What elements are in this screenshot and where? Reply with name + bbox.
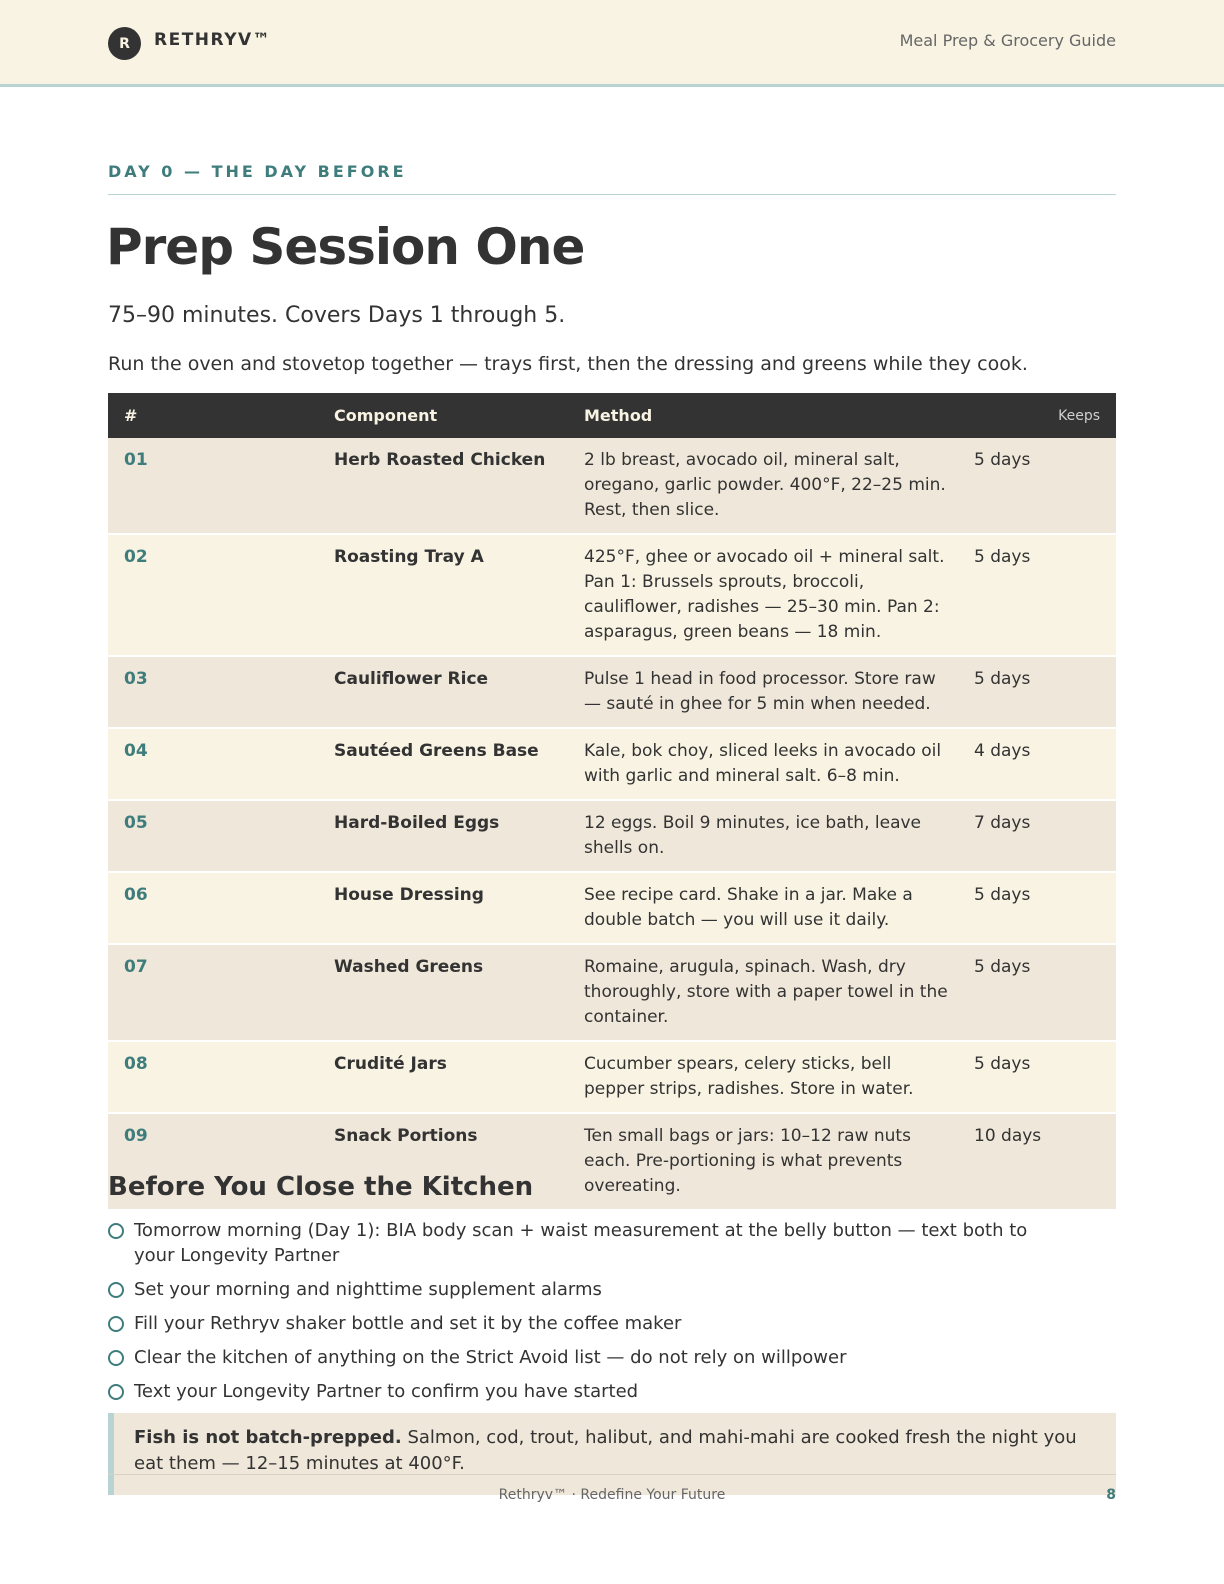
row-method: 2 lb breast, avocado oil, mineral salt, oregano, garlic powder. 400°F, 22–25 min. Rest, then slice. bbox=[568, 438, 958, 534]
callout-bold-lead: Fish is not batch-prepped. bbox=[134, 1427, 402, 1448]
checkbox-circle-icon[interactable] bbox=[108, 1223, 124, 1239]
guide-title: Meal Prep & Grocery Guide bbox=[899, 31, 1116, 50]
page-title: Prep Session One bbox=[106, 218, 585, 276]
row-keeps: 5 days bbox=[958, 656, 1116, 728]
row-number: 07 bbox=[108, 944, 318, 1041]
row-component: Snack Portions bbox=[318, 1113, 568, 1210]
checklist-item-text: Fill your Rethryv shaker bottle and set it by the coffee maker bbox=[134, 1313, 682, 1334]
table-row bbox=[108, 534, 1116, 656]
row-component: Cauliflower Rice bbox=[318, 656, 568, 728]
row-number: 04 bbox=[108, 728, 318, 800]
checklist-heading: Before You Close the Kitchen bbox=[108, 1172, 534, 1202]
row-number: 03 bbox=[108, 656, 318, 728]
header-method: Method bbox=[584, 406, 653, 425]
callout-text: Salmon, cod, trout, halibut, and mahi-mahi are cooked fresh the night you eat them — 12–15 minutes at 400°F. bbox=[134, 1427, 1077, 1474]
header-num: # bbox=[124, 406, 138, 425]
row-keeps: 5 days bbox=[958, 438, 1116, 534]
row-number: 01 bbox=[108, 438, 318, 534]
row-component: Hard-Boiled Eggs bbox=[318, 800, 568, 872]
checklist-item bbox=[108, 1218, 1068, 1268]
row-number: 05 bbox=[108, 800, 318, 872]
row-method: Pulse 1 head in food processor. Store raw — sauté in ghee for 5 min when needed. bbox=[568, 656, 958, 728]
row-number: 09 bbox=[108, 1113, 318, 1210]
row-keeps: 5 days bbox=[958, 1041, 1116, 1113]
checklist-item-text: Clear the kitchen of anything on the Strict Avoid list — do not rely on willpower bbox=[134, 1347, 847, 1368]
row-method: Kale, bok choy, sliced leeks in avocado oil with garlic and mineral salt. 6–8 min. bbox=[568, 728, 958, 800]
row-method: Romaine, arugula, spinach. Wash, dry thoroughly, store with a paper towel in the container. bbox=[568, 944, 958, 1041]
fish-callout bbox=[108, 1413, 1116, 1495]
checklist-item-text: Set your morning and nighttime supplement alarms bbox=[134, 1279, 602, 1300]
row-method: 12 eggs. Boil 9 minutes, ice bath, leave shells on. bbox=[568, 800, 958, 872]
row-component: Herb Roasted Chicken bbox=[318, 438, 568, 534]
checklist bbox=[108, 1218, 1068, 1413]
table-row bbox=[108, 438, 1116, 534]
brand-logo: R bbox=[108, 27, 141, 60]
checklist-item bbox=[108, 1345, 1068, 1370]
row-method: See recipe card. Shake in a jar. Make a double batch — you will use it daily. bbox=[568, 872, 958, 944]
checkbox-circle-icon[interactable] bbox=[108, 1384, 124, 1400]
row-component: Washed Greens bbox=[318, 944, 568, 1041]
row-method: 425°F, ghee or avocado oil + mineral salt. Pan 1: Brussels sprouts, broccoli, cauliflower, radishes — 25–30 min. Pan 2: asparagus, green beans — 18 min. bbox=[568, 534, 958, 656]
prep-table bbox=[108, 393, 1116, 1211]
table-row bbox=[108, 1041, 1116, 1113]
row-keeps: 7 days bbox=[958, 800, 1116, 872]
table-row bbox=[108, 728, 1116, 800]
row-number: 08 bbox=[108, 1041, 318, 1113]
row-keeps: 5 days bbox=[958, 872, 1116, 944]
row-keeps: 4 days bbox=[958, 728, 1116, 800]
brand-name: RETHRYV™ bbox=[154, 30, 272, 50]
table-row bbox=[108, 944, 1116, 1041]
row-keeps: 10 days bbox=[958, 1113, 1116, 1210]
row-component: Crudité Jars bbox=[318, 1041, 568, 1113]
page-number: 8 bbox=[1106, 1487, 1116, 1503]
eyebrow-divider bbox=[108, 194, 1116, 195]
table-row bbox=[108, 800, 1116, 872]
row-keeps: 5 days bbox=[958, 534, 1116, 656]
row-component: Roasting Tray A bbox=[318, 534, 568, 656]
page-header bbox=[0, 0, 1224, 87]
row-component: Sautéed Greens Base bbox=[318, 728, 568, 800]
row-method: Cucumber spears, celery sticks, bell pepper strips, radishes. Store in water. bbox=[568, 1041, 958, 1113]
checklist-item bbox=[108, 1277, 1068, 1302]
checklist-item bbox=[108, 1311, 1068, 1336]
table-header-row bbox=[108, 393, 1116, 438]
row-keeps: 5 days bbox=[958, 944, 1116, 1041]
checklist-item-text: Tomorrow morning (Day 1): BIA body scan + waist measurement at the belly button — text both to your Longevity Partner bbox=[134, 1220, 1028, 1266]
row-method: Ten small bags or jars: 10–12 raw nuts each. Pre-portioning is what prevents overeating. bbox=[568, 1113, 958, 1210]
checklist-item-text: Text your Longevity Partner to confirm you have started bbox=[134, 1381, 639, 1402]
page-subtitle: 75–90 minutes. Covers Days 1 through 5. bbox=[108, 303, 566, 328]
checkbox-circle-icon[interactable] bbox=[108, 1316, 124, 1332]
checkbox-circle-icon[interactable] bbox=[108, 1350, 124, 1366]
checklist-item bbox=[108, 1379, 1068, 1404]
section-eyebrow: DAY 0 — THE DAY BEFORE bbox=[108, 162, 407, 181]
header-keeps: Keeps bbox=[1058, 407, 1100, 424]
row-number: 06 bbox=[108, 872, 318, 944]
table-row bbox=[108, 872, 1116, 944]
row-number: 02 bbox=[108, 534, 318, 656]
table-row bbox=[108, 656, 1116, 728]
checkbox-circle-icon[interactable] bbox=[108, 1282, 124, 1298]
footer-divider bbox=[108, 1474, 1116, 1475]
footer-tagline: Rethryv™ · Redefine Your Future bbox=[498, 1487, 726, 1503]
row-component: House Dressing bbox=[318, 872, 568, 944]
intro-text: Run the oven and stovetop together — trays first, then the dressing and greens while they cook. bbox=[108, 353, 1028, 375]
header-component: Component bbox=[334, 406, 438, 425]
